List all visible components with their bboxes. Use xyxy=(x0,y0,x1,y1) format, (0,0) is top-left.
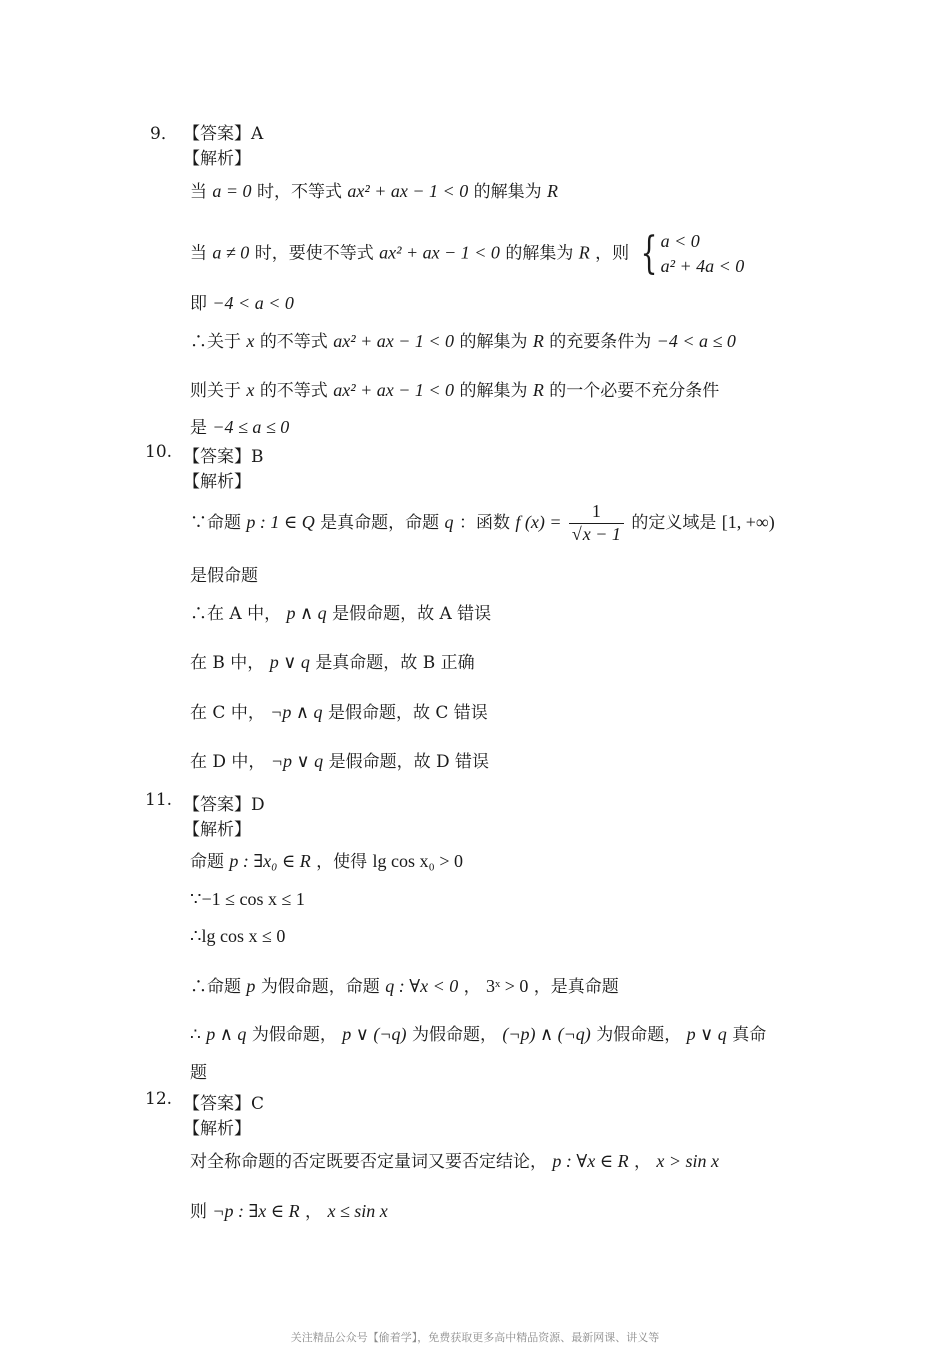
q9-line-2: 当 a ≠ 0 时，要使不等式 ax² + ax − 1 < 0 的解集为 R ，则 { a < 0 a² + 4a < 0 xyxy=(190,228,745,280)
footer-promo: 关注精品公众号【偷着学】，免费获取更多高中精品资源、最新网课、讲义等 xyxy=(290,1331,660,1344)
q11-line-2: ∵−1 ≤ cos x ≤ 1 xyxy=(190,889,305,909)
q9-analysis-label: 【解析】 xyxy=(183,149,251,169)
q10-line-5: 在 C 中， ¬p ∧ q 是假命题，故 C 错误 xyxy=(190,702,488,723)
q9-inequality-system: { a < 0 a² + 4a < 0 xyxy=(640,228,745,280)
q11-line-5: ∴ p ∧ q 为假命题， p ∨ (¬q) 为假命题， (¬p) ∧ (¬q) 为假命题， p ∨ q 真命 xyxy=(190,1024,767,1045)
q11-line-1: 命题 p : ∃x₀ ∈ R ，使得 lg cos x₀ > 0 xyxy=(190,851,463,872)
q11-line-6: 题 xyxy=(190,1063,207,1083)
left-brace-symbol: { xyxy=(640,228,657,280)
q10-line-6: 在 D 中， ¬p ∨ q 是假命题，故 D 错误 xyxy=(190,751,490,772)
q12-line-2: 则 ¬p : ∃x ∈ R ， x ≤ sin x xyxy=(190,1201,388,1222)
q12-answer: 【答案】C xyxy=(183,1094,265,1114)
q11-number: 11. xyxy=(145,790,173,810)
q10-line-2: 是假命题 xyxy=(190,566,258,586)
q9-line-6: 是 −4 ≤ a ≤ 0 xyxy=(190,417,290,438)
q10-line-1: ∵命题 p : 1 ∈ Q 是真命题，命题 q ：函数 f (x) = $\frac{1}{√x - 1}$ 的定义域是 [1, +∞) xyxy=(190,501,775,544)
q12-number: 12. xyxy=(145,1089,173,1109)
q9-line-1: 当 a = 0 时，不等式 ax² + ax − 1 < 0 的解集为 R xyxy=(190,181,559,202)
q12-analysis-label: 【解析】 xyxy=(183,1119,251,1139)
q10-answer: 【答案】B xyxy=(183,447,264,467)
q12-line-1: 对全称命题的否定既要否定量词又要否定结论， p : ∀x ∈ R ， x > sin x xyxy=(190,1151,720,1172)
fraction-1-over-sqrt: $\frac{1}{√x - 1}$ xyxy=(569,502,624,545)
q9-number: 9． xyxy=(150,124,178,144)
q9-line-4: ∴关于 x 的不等式 ax² + ax − 1 < 0 的解集为 R 的充要条件为 −4 < a ≤ 0 xyxy=(190,331,736,352)
q10-analysis-label: 【解析】 xyxy=(183,472,251,492)
q10-number: 10. xyxy=(145,442,173,462)
q11-analysis-label: 【解析】 xyxy=(183,820,251,840)
q9-line-5: 则关于 x 的不等式 ax² + ax − 1 < 0 的解集为 R 的一个必要不充分条件 xyxy=(190,380,720,401)
q11-line-3: ∴lg cos x ≤ 0 xyxy=(190,926,286,946)
q10-line-4: 在 B 中， p ∨ q 是真命题，故 B 正确 xyxy=(190,652,475,673)
q9-line-3: 即 −4 < a < 0 xyxy=(190,293,294,314)
q11-answer: 【答案】D xyxy=(183,795,265,815)
q10-line-3: ∴在 A 中， p ∧ q 是假命题，故 A 错误 xyxy=(190,603,492,624)
q11-line-4: ∴命题 p 为假命题，命题 q : ∀x < 0 ， 3ˣ > 0 ，是真命题 xyxy=(190,976,619,997)
q9-answer: 【答案】A xyxy=(183,124,264,144)
